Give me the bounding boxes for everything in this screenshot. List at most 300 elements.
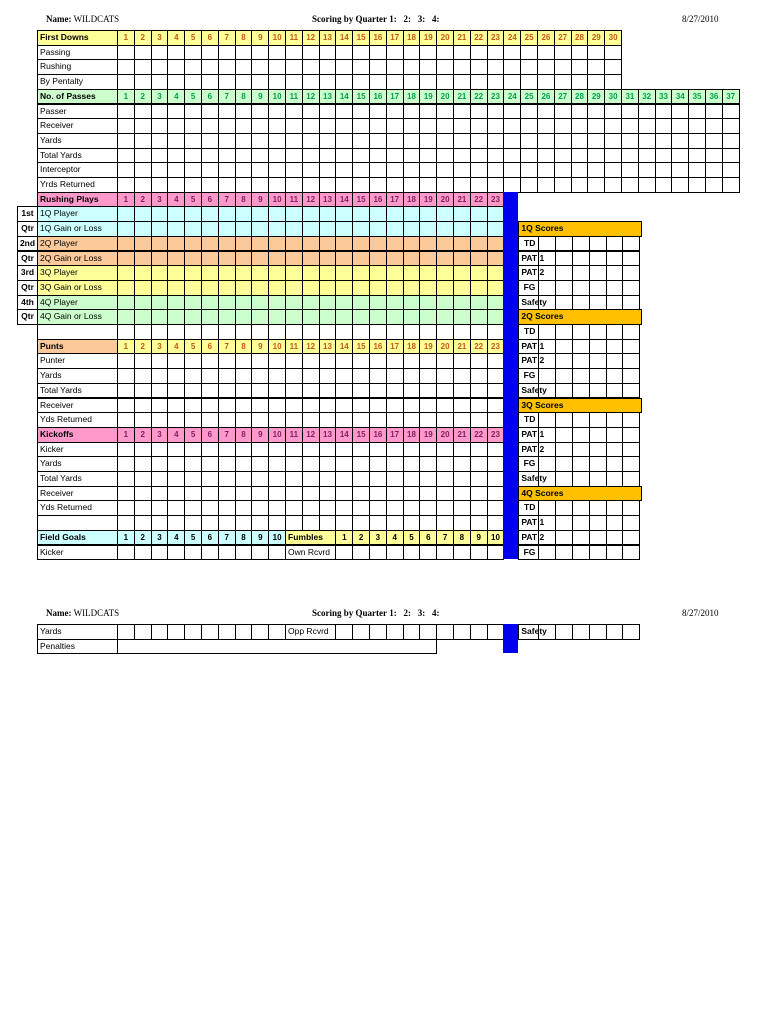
passes-4-cell[interactable] bbox=[722, 162, 740, 178]
rushing-spacer-cell[interactable] bbox=[386, 324, 404, 340]
kickoffs-3-cell[interactable] bbox=[218, 486, 236, 502]
punts-1-cell[interactable] bbox=[134, 368, 152, 384]
rushing-0-cell[interactable] bbox=[235, 206, 253, 222]
rushing-3-cell[interactable] bbox=[184, 251, 202, 267]
first-downs-2-cell[interactable] bbox=[268, 74, 286, 90]
rushing-2-cell[interactable] bbox=[151, 236, 169, 252]
score-cell[interactable] bbox=[606, 442, 624, 458]
rushing-3-cell[interactable] bbox=[419, 251, 437, 267]
score-cell[interactable] bbox=[589, 456, 607, 472]
kickoffs-0-cell[interactable] bbox=[386, 442, 404, 458]
passes-2-cell[interactable] bbox=[638, 133, 656, 149]
kickoffs-4-cell[interactable] bbox=[352, 500, 370, 516]
score-cell[interactable] bbox=[606, 251, 624, 267]
score-cell[interactable] bbox=[589, 442, 607, 458]
score-cell[interactable] bbox=[572, 456, 590, 472]
passes-1-cell[interactable] bbox=[705, 118, 723, 134]
first-downs-1-cell[interactable] bbox=[251, 59, 269, 75]
passes-5-cell[interactable] bbox=[520, 177, 538, 193]
rushing-5-cell[interactable] bbox=[151, 280, 169, 296]
kickoffs-1-cell[interactable] bbox=[151, 456, 169, 472]
rushing-1-cell[interactable] bbox=[386, 221, 404, 237]
kickoffs-4-cell[interactable] bbox=[268, 500, 286, 516]
first-downs-1-cell[interactable] bbox=[335, 59, 353, 75]
kickoffs-2-cell[interactable] bbox=[235, 471, 253, 487]
punts-2-cell[interactable] bbox=[251, 383, 269, 399]
punts-3-cell[interactable] bbox=[335, 398, 353, 414]
rushing-3-cell[interactable] bbox=[352, 251, 370, 267]
passes-0-cell[interactable] bbox=[722, 104, 740, 120]
punts-3-cell[interactable] bbox=[117, 398, 135, 414]
passes-2-cell[interactable] bbox=[537, 133, 555, 149]
passes-3-cell[interactable] bbox=[134, 148, 152, 164]
passes-1-cell[interactable] bbox=[571, 118, 589, 134]
kickoffs-1-cell[interactable] bbox=[268, 456, 286, 472]
kickoffs-1-cell[interactable] bbox=[285, 456, 303, 472]
rushing-0-cell[interactable] bbox=[151, 206, 169, 222]
first-downs-2-cell[interactable] bbox=[201, 74, 219, 90]
first-downs-2-cell[interactable] bbox=[554, 74, 572, 90]
passes-3-cell[interactable] bbox=[151, 148, 169, 164]
rushing-spacer-cell[interactable] bbox=[470, 324, 488, 340]
rushing-6-cell[interactable] bbox=[235, 295, 253, 311]
fumbles-opp-cell[interactable] bbox=[352, 624, 370, 640]
rushing-5-cell[interactable] bbox=[335, 280, 353, 296]
passes-1-cell[interactable] bbox=[453, 118, 471, 134]
passes-0-cell[interactable] bbox=[487, 104, 505, 120]
passes-5-cell[interactable] bbox=[487, 177, 505, 193]
score-cell[interactable] bbox=[572, 324, 590, 340]
field-goals-cell[interactable] bbox=[218, 545, 236, 561]
rushing-3-cell[interactable] bbox=[470, 251, 488, 267]
rushing-4-cell[interactable] bbox=[419, 265, 437, 281]
score-cell[interactable] bbox=[538, 412, 556, 428]
kickoffs-2-cell[interactable] bbox=[117, 471, 135, 487]
score-cell[interactable] bbox=[555, 383, 573, 399]
fumbles-cell[interactable] bbox=[335, 545, 353, 561]
passes-3-cell[interactable] bbox=[251, 148, 269, 164]
passes-2-cell[interactable] bbox=[369, 133, 387, 149]
passes-1-cell[interactable] bbox=[302, 118, 320, 134]
passes-1-cell[interactable] bbox=[235, 118, 253, 134]
passes-1-cell[interactable] bbox=[722, 118, 740, 134]
kickoffs-3-cell[interactable] bbox=[285, 486, 303, 502]
rushing-5-cell[interactable] bbox=[453, 280, 471, 296]
punts-2-cell[interactable] bbox=[470, 383, 488, 399]
rushing-2-cell[interactable] bbox=[470, 236, 488, 252]
first-downs-1-cell[interactable] bbox=[503, 59, 521, 75]
first-downs-0-cell[interactable] bbox=[470, 45, 488, 61]
punts-3-cell[interactable] bbox=[285, 398, 303, 414]
first-downs-0-cell[interactable] bbox=[503, 45, 521, 61]
kickoffs-0-cell[interactable] bbox=[235, 442, 253, 458]
first-downs-0-cell[interactable] bbox=[167, 45, 185, 61]
score-cell[interactable] bbox=[572, 515, 590, 531]
passes-3-cell[interactable] bbox=[319, 148, 337, 164]
field-goals-cell[interactable] bbox=[134, 545, 152, 561]
page2-yards-cell[interactable] bbox=[134, 624, 152, 640]
passes-0-cell[interactable] bbox=[285, 104, 303, 120]
first-downs-1-cell[interactable] bbox=[319, 59, 337, 75]
rushing-7-cell[interactable] bbox=[251, 309, 269, 325]
punts-1-cell[interactable] bbox=[453, 368, 471, 384]
passes-5-cell[interactable] bbox=[369, 177, 387, 193]
kickoffs-3-cell[interactable] bbox=[302, 486, 320, 502]
first-downs-2-cell[interactable] bbox=[134, 74, 152, 90]
kickoffs-2-cell[interactable] bbox=[319, 471, 337, 487]
passes-0-cell[interactable] bbox=[319, 104, 337, 120]
passes-0-cell[interactable] bbox=[587, 104, 605, 120]
punts-1-cell[interactable] bbox=[319, 368, 337, 384]
rushing-6-cell[interactable] bbox=[453, 295, 471, 311]
score-cell[interactable] bbox=[572, 530, 590, 546]
rushing-0-cell[interactable] bbox=[167, 206, 185, 222]
kickoffs-0-cell[interactable] bbox=[335, 442, 353, 458]
punts-1-cell[interactable] bbox=[386, 368, 404, 384]
passes-0-cell[interactable] bbox=[520, 104, 538, 120]
first-downs-0-cell[interactable] bbox=[218, 45, 236, 61]
rushing-spacer-cell[interactable] bbox=[453, 324, 471, 340]
punts-0-cell[interactable] bbox=[218, 353, 236, 369]
rushing-1-cell[interactable] bbox=[201, 221, 219, 237]
first-downs-2-cell[interactable] bbox=[419, 74, 437, 90]
kickoffs-2-cell[interactable] bbox=[167, 471, 185, 487]
passes-4-cell[interactable] bbox=[604, 162, 622, 178]
kickoffs-1-cell[interactable] bbox=[369, 456, 387, 472]
punts-3-cell[interactable] bbox=[302, 398, 320, 414]
first-downs-0-cell[interactable] bbox=[487, 45, 505, 61]
kickoffs-spacer-cell[interactable] bbox=[151, 515, 169, 531]
kickoffs-spacer-cell[interactable] bbox=[218, 515, 236, 531]
passes-2-cell[interactable] bbox=[386, 133, 404, 149]
passes-2-cell[interactable] bbox=[520, 133, 538, 149]
passes-4-cell[interactable] bbox=[117, 162, 135, 178]
punts-0-cell[interactable] bbox=[352, 353, 370, 369]
first-downs-2-cell[interactable] bbox=[335, 74, 353, 90]
score-cell[interactable] bbox=[572, 280, 590, 296]
passes-0-cell[interactable] bbox=[671, 104, 689, 120]
passes-1-cell[interactable] bbox=[268, 118, 286, 134]
rushing-1-cell[interactable] bbox=[369, 221, 387, 237]
rushing-spacer-cell[interactable] bbox=[285, 324, 303, 340]
score-cell[interactable] bbox=[538, 530, 556, 546]
score-cell[interactable] bbox=[606, 339, 624, 355]
passes-1-cell[interactable] bbox=[638, 118, 656, 134]
score-cell[interactable] bbox=[589, 530, 607, 546]
fumbles-opp-cell[interactable] bbox=[403, 624, 421, 640]
passes-5-cell[interactable] bbox=[386, 177, 404, 193]
kickoffs-1-cell[interactable] bbox=[335, 456, 353, 472]
rushing-0-cell[interactable] bbox=[436, 206, 454, 222]
kickoffs-4-cell[interactable] bbox=[117, 500, 135, 516]
kickoffs-3-cell[interactable] bbox=[167, 486, 185, 502]
passes-3-cell[interactable] bbox=[218, 148, 236, 164]
fumbles-opp-cell[interactable] bbox=[419, 624, 437, 640]
rushing-spacer-cell[interactable] bbox=[487, 324, 505, 340]
score-cell[interactable] bbox=[622, 412, 640, 428]
score-cell[interactable] bbox=[606, 471, 624, 487]
kickoffs-2-cell[interactable] bbox=[335, 471, 353, 487]
kickoffs-0-cell[interactable] bbox=[352, 442, 370, 458]
punts-4-cell[interactable] bbox=[487, 412, 505, 428]
kickoffs-spacer-cell[interactable] bbox=[184, 515, 202, 531]
score-cell[interactable] bbox=[589, 339, 607, 355]
rushing-1-cell[interactable] bbox=[285, 221, 303, 237]
score-cell[interactable] bbox=[589, 471, 607, 487]
passes-1-cell[interactable] bbox=[134, 118, 152, 134]
punts-3-cell[interactable] bbox=[419, 398, 437, 414]
kickoffs-4-cell[interactable] bbox=[201, 500, 219, 516]
passes-2-cell[interactable] bbox=[453, 133, 471, 149]
punts-1-cell[interactable] bbox=[335, 368, 353, 384]
rushing-spacer-cell[interactable] bbox=[268, 324, 286, 340]
kickoffs-3-cell[interactable] bbox=[470, 486, 488, 502]
punts-0-cell[interactable] bbox=[235, 353, 253, 369]
score-cell[interactable] bbox=[622, 280, 640, 296]
rushing-5-cell[interactable] bbox=[251, 280, 269, 296]
kickoffs-0-cell[interactable] bbox=[436, 442, 454, 458]
first-downs-1-cell[interactable] bbox=[554, 59, 572, 75]
rushing-6-cell[interactable] bbox=[319, 295, 337, 311]
first-downs-0-cell[interactable] bbox=[134, 45, 152, 61]
rushing-4-cell[interactable] bbox=[285, 265, 303, 281]
rushing-1-cell[interactable] bbox=[487, 221, 505, 237]
punts-2-cell[interactable] bbox=[487, 383, 505, 399]
first-downs-2-cell[interactable] bbox=[604, 74, 622, 90]
first-downs-0-cell[interactable] bbox=[268, 45, 286, 61]
passes-4-cell[interactable] bbox=[453, 162, 471, 178]
kickoffs-2-cell[interactable] bbox=[403, 471, 421, 487]
score-cell[interactable] bbox=[606, 500, 624, 516]
rushing-6-cell[interactable] bbox=[335, 295, 353, 311]
rushing-2-cell[interactable] bbox=[117, 236, 135, 252]
score-cell[interactable] bbox=[555, 500, 573, 516]
passes-1-cell[interactable] bbox=[369, 118, 387, 134]
rushing-5-cell[interactable] bbox=[167, 280, 185, 296]
punts-1-cell[interactable] bbox=[302, 368, 320, 384]
rushing-7-cell[interactable] bbox=[167, 309, 185, 325]
score-cell[interactable] bbox=[538, 624, 556, 640]
score-cell[interactable] bbox=[606, 545, 624, 561]
rushing-1-cell[interactable] bbox=[403, 221, 421, 237]
passes-2-cell[interactable] bbox=[688, 133, 706, 149]
passes-0-cell[interactable] bbox=[117, 104, 135, 120]
punts-3-cell[interactable] bbox=[352, 398, 370, 414]
rushing-4-cell[interactable] bbox=[386, 265, 404, 281]
fumbles-cell[interactable] bbox=[487, 545, 505, 561]
passes-4-cell[interactable] bbox=[151, 162, 169, 178]
kickoffs-4-cell[interactable] bbox=[184, 500, 202, 516]
passes-4-cell[interactable] bbox=[470, 162, 488, 178]
kickoffs-1-cell[interactable] bbox=[167, 456, 185, 472]
punts-4-cell[interactable] bbox=[235, 412, 253, 428]
score-cell[interactable] bbox=[622, 624, 640, 640]
score-cell[interactable] bbox=[589, 251, 607, 267]
punts-2-cell[interactable] bbox=[302, 383, 320, 399]
punts-3-cell[interactable] bbox=[369, 398, 387, 414]
kickoffs-4-cell[interactable] bbox=[251, 500, 269, 516]
passes-2-cell[interactable] bbox=[487, 133, 505, 149]
rushing-spacer-cell[interactable] bbox=[117, 324, 135, 340]
first-downs-0-cell[interactable] bbox=[285, 45, 303, 61]
first-downs-1-cell[interactable] bbox=[285, 59, 303, 75]
rushing-5-cell[interactable] bbox=[386, 280, 404, 296]
punts-0-cell[interactable] bbox=[470, 353, 488, 369]
fumbles-opp-cell[interactable] bbox=[436, 624, 454, 640]
first-downs-0-cell[interactable] bbox=[251, 45, 269, 61]
score-cell[interactable] bbox=[572, 251, 590, 267]
page2-yards-cell[interactable] bbox=[218, 624, 236, 640]
passes-0-cell[interactable] bbox=[218, 104, 236, 120]
rushing-6-cell[interactable] bbox=[117, 295, 135, 311]
rushing-1-cell[interactable] bbox=[117, 221, 135, 237]
punts-4-cell[interactable] bbox=[268, 412, 286, 428]
kickoffs-3-cell[interactable] bbox=[352, 486, 370, 502]
score-cell[interactable] bbox=[538, 251, 556, 267]
punts-1-cell[interactable] bbox=[151, 368, 169, 384]
rushing-4-cell[interactable] bbox=[369, 265, 387, 281]
score-cell[interactable] bbox=[538, 353, 556, 369]
rushing-2-cell[interactable] bbox=[369, 236, 387, 252]
kickoffs-2-cell[interactable] bbox=[369, 471, 387, 487]
kickoffs-4-cell[interactable] bbox=[302, 500, 320, 516]
rushing-spacer-cell[interactable] bbox=[184, 324, 202, 340]
punts-2-cell[interactable] bbox=[453, 383, 471, 399]
score-cell[interactable] bbox=[572, 412, 590, 428]
rushing-0-cell[interactable] bbox=[419, 206, 437, 222]
punts-3-cell[interactable] bbox=[436, 398, 454, 414]
kickoffs-1-cell[interactable] bbox=[436, 456, 454, 472]
score-cell[interactable] bbox=[555, 515, 573, 531]
rushing-2-cell[interactable] bbox=[268, 236, 286, 252]
score-cell[interactable] bbox=[606, 236, 624, 252]
rushing-0-cell[interactable] bbox=[201, 206, 219, 222]
first-downs-1-cell[interactable] bbox=[571, 59, 589, 75]
score-cell[interactable] bbox=[555, 368, 573, 384]
passes-1-cell[interactable] bbox=[117, 118, 135, 134]
rushing-spacer-cell[interactable] bbox=[335, 324, 353, 340]
rushing-spacer-cell[interactable] bbox=[235, 324, 253, 340]
first-downs-1-cell[interactable] bbox=[184, 59, 202, 75]
score-cell[interactable] bbox=[622, 295, 640, 311]
score-cell[interactable] bbox=[622, 456, 640, 472]
fumbles-cell[interactable] bbox=[470, 545, 488, 561]
rushing-7-cell[interactable] bbox=[335, 309, 353, 325]
rushing-3-cell[interactable] bbox=[403, 251, 421, 267]
rushing-2-cell[interactable] bbox=[184, 236, 202, 252]
first-downs-0-cell[interactable] bbox=[554, 45, 572, 61]
rushing-5-cell[interactable] bbox=[117, 280, 135, 296]
kickoffs-1-cell[interactable] bbox=[319, 456, 337, 472]
punts-2-cell[interactable] bbox=[184, 383, 202, 399]
rushing-3-cell[interactable] bbox=[302, 251, 320, 267]
passes-5-cell[interactable] bbox=[151, 177, 169, 193]
passes-5-cell[interactable] bbox=[117, 177, 135, 193]
score-cell[interactable] bbox=[572, 545, 590, 561]
rushing-5-cell[interactable] bbox=[319, 280, 337, 296]
score-cell[interactable] bbox=[572, 295, 590, 311]
passes-5-cell[interactable] bbox=[638, 177, 656, 193]
passes-2-cell[interactable] bbox=[268, 133, 286, 149]
score-cell[interactable] bbox=[589, 368, 607, 384]
punts-1-cell[interactable] bbox=[352, 368, 370, 384]
rushing-2-cell[interactable] bbox=[251, 236, 269, 252]
rushing-3-cell[interactable] bbox=[386, 251, 404, 267]
punts-1-cell[interactable] bbox=[436, 368, 454, 384]
rushing-6-cell[interactable] bbox=[436, 295, 454, 311]
punts-2-cell[interactable] bbox=[268, 383, 286, 399]
first-downs-1-cell[interactable] bbox=[604, 59, 622, 75]
rushing-7-cell[interactable] bbox=[285, 309, 303, 325]
kickoffs-4-cell[interactable] bbox=[470, 500, 488, 516]
score-cell[interactable] bbox=[555, 265, 573, 281]
kickoffs-spacer-cell[interactable] bbox=[117, 515, 135, 531]
punts-3-cell[interactable] bbox=[201, 398, 219, 414]
score-cell[interactable] bbox=[622, 383, 640, 399]
passes-4-cell[interactable] bbox=[487, 162, 505, 178]
punts-2-cell[interactable] bbox=[167, 383, 185, 399]
kickoffs-spacer-cell[interactable] bbox=[285, 515, 303, 531]
page2-yards-cell[interactable] bbox=[184, 624, 202, 640]
rushing-6-cell[interactable] bbox=[151, 295, 169, 311]
kickoffs-1-cell[interactable] bbox=[251, 456, 269, 472]
first-downs-0-cell[interactable] bbox=[537, 45, 555, 61]
rushing-0-cell[interactable] bbox=[134, 206, 152, 222]
punts-2-cell[interactable] bbox=[335, 383, 353, 399]
score-cell[interactable] bbox=[606, 353, 624, 369]
score-cell[interactable] bbox=[622, 515, 640, 531]
rushing-1-cell[interactable] bbox=[436, 221, 454, 237]
passes-4-cell[interactable] bbox=[403, 162, 421, 178]
rushing-4-cell[interactable] bbox=[184, 265, 202, 281]
passes-5-cell[interactable] bbox=[688, 177, 706, 193]
rushing-4-cell[interactable] bbox=[487, 265, 505, 281]
rushing-4-cell[interactable] bbox=[151, 265, 169, 281]
passes-4-cell[interactable] bbox=[671, 162, 689, 178]
passes-1-cell[interactable] bbox=[335, 118, 353, 134]
first-downs-2-cell[interactable] bbox=[537, 74, 555, 90]
field-goals-cell[interactable] bbox=[235, 545, 253, 561]
rushing-7-cell[interactable] bbox=[134, 309, 152, 325]
punts-1-cell[interactable] bbox=[167, 368, 185, 384]
score-cell[interactable] bbox=[589, 280, 607, 296]
punts-1-cell[interactable] bbox=[487, 368, 505, 384]
passes-4-cell[interactable] bbox=[571, 162, 589, 178]
fumbles-opp-cell[interactable] bbox=[369, 624, 387, 640]
kickoffs-0-cell[interactable] bbox=[218, 442, 236, 458]
first-downs-1-cell[interactable] bbox=[403, 59, 421, 75]
rushing-3-cell[interactable] bbox=[218, 251, 236, 267]
passes-2-cell[interactable] bbox=[218, 133, 236, 149]
passes-3-cell[interactable] bbox=[537, 148, 555, 164]
passes-3-cell[interactable] bbox=[419, 148, 437, 164]
first-downs-2-cell[interactable] bbox=[369, 74, 387, 90]
punts-1-cell[interactable] bbox=[419, 368, 437, 384]
passes-3-cell[interactable] bbox=[184, 148, 202, 164]
punts-1-cell[interactable] bbox=[117, 368, 135, 384]
rushing-2-cell[interactable] bbox=[453, 236, 471, 252]
first-downs-0-cell[interactable] bbox=[419, 45, 437, 61]
punts-2-cell[interactable] bbox=[117, 383, 135, 399]
rushing-7-cell[interactable] bbox=[117, 309, 135, 325]
rushing-5-cell[interactable] bbox=[285, 280, 303, 296]
passes-5-cell[interactable] bbox=[571, 177, 589, 193]
page2-yards-cell[interactable] bbox=[167, 624, 185, 640]
passes-3-cell[interactable] bbox=[285, 148, 303, 164]
rushing-1-cell[interactable] bbox=[335, 221, 353, 237]
passes-4-cell[interactable] bbox=[369, 162, 387, 178]
passes-0-cell[interactable] bbox=[302, 104, 320, 120]
